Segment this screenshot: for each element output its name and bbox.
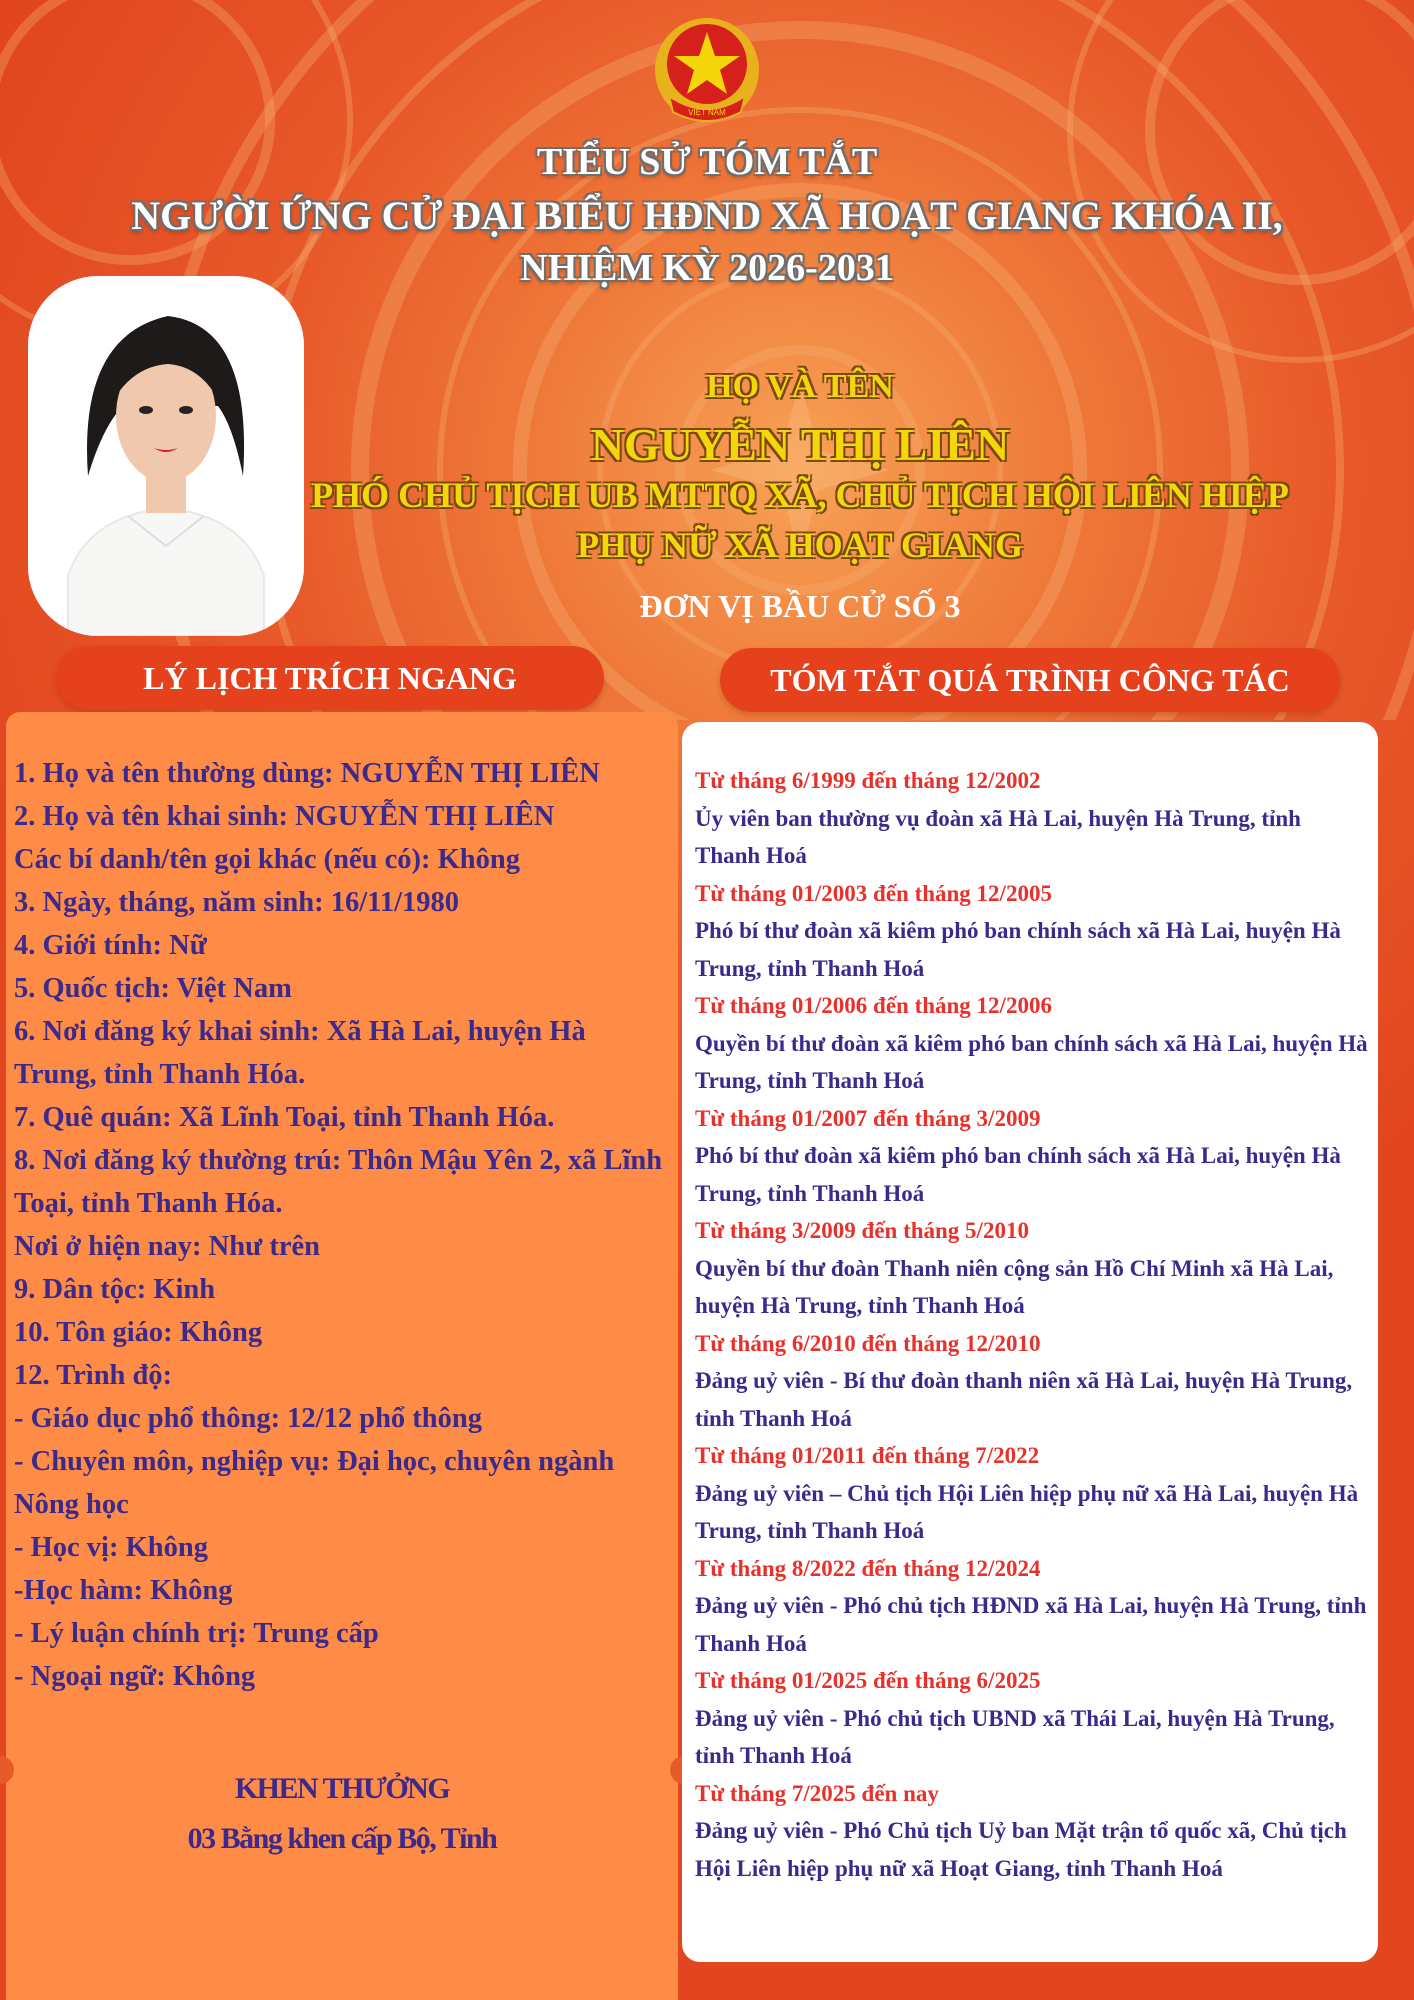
bio-item: 9. Dân tộc: Kinh	[14, 1274, 216, 1305]
candidate-portrait-photo	[28, 276, 304, 636]
bio-item: 12. Trình độ:	[14, 1360, 173, 1391]
career-section-title: TÓM TẮT QUÁ TRÌNH CÔNG TÁC	[720, 648, 1340, 712]
career-period: Từ tháng 6/2010 đến tháng 12/2010	[695, 1330, 1041, 1356]
career-period: Từ tháng 01/2003 đến tháng 12/2005	[695, 880, 1052, 906]
name-label: HỌ VÀ TÊN	[706, 368, 894, 405]
career-description: Đảng uỷ viên – Chủ tịch Hội Liên hiệp phụ nữ xã Hà Lai, huyện Hà Trung, tỉnh Thanh Hoá	[695, 1480, 1359, 1543]
award-title: KHEN THƯỞNG	[234, 1772, 450, 1805]
header-title-line2: NGƯỜI ỨNG CỬ ĐẠI BIỂU HĐND XÃ HOẠT GIANG KHÓA II,	[131, 193, 1283, 238]
bio-item: -Học hàm: Không	[14, 1575, 233, 1606]
career-description: Ủy viên ban thường vụ đoàn xã Hà Lai, huyện Hà Trung, tỉnh Thanh Hoá	[695, 805, 1301, 868]
career-description: Đảng uỷ viên - Phó Chủ tịch Uỷ ban Mặt trận tổ quốc xã, Chủ tịch Hội Liên hiệp phụ nữ xã Hoạt Giang, tỉnh Thanh Hoá	[695, 1818, 1347, 1881]
header-title-line3: NHIỆM KỲ 2026-2031	[520, 247, 894, 289]
bio-item: - Ngoại ngữ: Không	[14, 1661, 256, 1692]
career-description: Đảng uỷ viên - Phó chủ tịch UBND xã Thái Lai, huyện Hà Trung, tỉnh Thanh Hoá	[695, 1705, 1335, 1768]
bio-item: 3. Ngày, tháng, năm sinh: 16/11/1980	[14, 887, 460, 918]
electoral-unit: ĐƠN VỊ BẦU CỬ SỐ 3	[639, 588, 961, 624]
header-title-line1: TIỂU SỬ TÓM TẮT	[536, 141, 878, 183]
career-description: Phó bí thư đoàn xã kiêm phó ban chính sách xã Hà Lai, huyện Hà Trung, tỉnh Thanh Hoá	[695, 1143, 1341, 1206]
bio-item: 1. Họ và tên thường dùng: NGUYỄN THỊ LIÊN	[14, 758, 600, 789]
career-list	[695, 762, 1370, 1887]
career-period: Từ tháng 3/2009 đến tháng 5/2010	[695, 1218, 1029, 1243]
bio-item: 4. Giới tính: Nữ	[14, 930, 207, 961]
bio-item: 8. Nơi đăng ký thường trú: Thôn Mậu Yên 2, xã Lĩnh Toại, tỉnh Thanh Hóa.	[14, 1145, 663, 1219]
bio-section-title: LÝ LỊCH TRÍCH NGANG	[56, 646, 604, 710]
career-period: Từ tháng 7/2025 đến nay	[695, 1780, 939, 1806]
award-text: 03 Bằng khen cấp Bộ, Tỉnh	[187, 1822, 497, 1855]
emblem-text: VIỆT NAM	[688, 108, 726, 117]
candidate-position-line2: PHỤ NỮ XÃ HOẠT GIANG	[576, 525, 1023, 565]
national-emblem-icon	[647, 12, 767, 132]
career-period: Từ tháng 01/2025 đến tháng 6/2025	[695, 1668, 1041, 1693]
bio-item: 6. Nơi đăng ký khai sinh: Xã Hà Lai, huyện Hà Trung, tỉnh Thanh Hóa.	[14, 1016, 586, 1090]
candidate-position-line1: PHÓ CHỦ TỊCH UB MTTQ XÃ, CHỦ TỊCH HỘI LIÊN HIỆP	[311, 475, 1289, 515]
bio-item: 2. Họ và tên khai sinh: NGUYỄN THỊ LIÊN	[14, 801, 555, 832]
career-description: Quyền bí thư đoàn Thanh niên cộng sản Hồ Chí Minh xã Hà Lai, huyện Hà Trung, tỉnh Thanh Hoá	[695, 1255, 1334, 1318]
bio-item: 7. Quê quán: Xã Lĩnh Toại, tỉnh Thanh Hóa.	[14, 1102, 555, 1133]
career-description: Quyền bí thư đoàn xã kiêm phó ban chính sách xã Hà Lai, huyện Hà Trung, tỉnh Thanh Hoá	[695, 1030, 1368, 1093]
bio-list	[14, 752, 664, 1698]
bio-item: - Chuyên môn, nghiệp vụ: Đại học, chuyên ngành Nông học	[14, 1446, 615, 1520]
bio-item: 5. Quốc tịch: Việt Nam	[14, 973, 292, 1004]
bio-item: - Giáo dục phổ thông: 12/12 phổ thông	[14, 1403, 482, 1434]
bio-item: Nơi ở hiện nay: Như trên	[14, 1231, 320, 1262]
career-period: Từ tháng 8/2022 đến tháng 12/2024	[695, 1555, 1041, 1581]
bio-item: - Lý luận chính trị: Trung cấp	[14, 1618, 379, 1649]
candidate-name: NGUYỄN THỊ LIÊN	[590, 419, 1010, 470]
career-period: Từ tháng 01/2006 đến tháng 12/2006	[695, 993, 1052, 1018]
career-description: Đảng uỷ viên - Phó chủ tịch HĐND xã Hà Lai, huyện Hà Trung, tỉnh Thanh Hoá	[695, 1593, 1367, 1656]
career-period: Từ tháng 01/2007 đến tháng 3/2009	[695, 1105, 1041, 1131]
career-period: Từ tháng 6/1999 đến tháng 12/2002	[695, 768, 1041, 793]
career-period: Từ tháng 01/2011 đến tháng 7/2022	[695, 1443, 1040, 1468]
bio-item: - Học vị: Không	[14, 1532, 208, 1563]
career-description: Đảng uỷ viên - Bí thư đoàn thanh niên xã Hà Lai, huyện Hà Trung, tỉnh Thanh Hoá	[695, 1368, 1353, 1431]
bio-item: 10. Tôn giáo: Không	[14, 1317, 263, 1348]
bio-item: Các bí danh/tên gọi khác (nếu có): Không	[14, 844, 520, 875]
career-description: Phó bí thư đoàn xã kiêm phó ban chính sách xã Hà Lai, huyện Hà Trung, tỉnh Thanh Hoá	[695, 918, 1341, 981]
